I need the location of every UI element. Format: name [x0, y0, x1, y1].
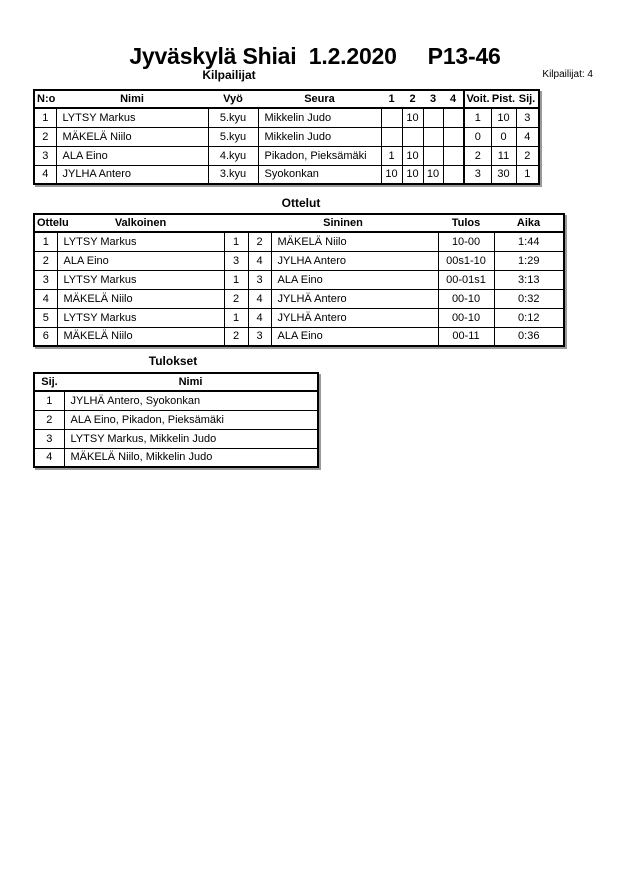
blue-competitor-number: 3 — [248, 270, 271, 289]
white-competitor-number: 2 — [224, 327, 248, 346]
white-competitor-name: LYTSY Markus — [57, 270, 224, 289]
competitor-name: LYTSY Markus — [56, 108, 208, 127]
col-header-aika: Aika — [494, 214, 564, 232]
competitor-belt: 5.kyu — [208, 127, 258, 146]
match-result: 00-10 — [438, 308, 494, 327]
competitor-number: 3 — [34, 146, 56, 165]
blue-competitor-name: JYLHÄ Antero — [271, 308, 438, 327]
col-header-tulos: Tulos — [438, 214, 494, 232]
white-competitor-number: 1 — [224, 232, 248, 251]
competitor-name: MÄKELÄ Niilo — [56, 127, 208, 146]
competitor-club: Mikkelin Judo — [258, 108, 381, 127]
competitor-belt: 5.kyu — [208, 108, 258, 127]
page-title: Jyväskylä Shiai 1.2.2020 P13-46 — [129, 43, 501, 69]
result-placement: 4 — [34, 448, 64, 467]
col-header-pist: Pist. — [491, 90, 516, 108]
ottelut-table — [33, 213, 565, 347]
result-placement: 1 — [34, 391, 64, 410]
match-row — [34, 327, 564, 346]
col-header-round-4: 4 — [443, 90, 464, 108]
result-name: ALA Eino, Pikadon, Pieksämäki — [64, 410, 318, 429]
round-score: 10 — [402, 165, 423, 184]
blue-competitor-number: 3 — [248, 327, 271, 346]
match-row — [34, 251, 564, 270]
white-competitor-number: 1 — [224, 270, 248, 289]
result-placement: 3 — [34, 429, 64, 448]
round-score — [443, 146, 464, 165]
placement-value: 4 — [516, 127, 539, 146]
round-score — [423, 108, 443, 127]
match-row — [34, 289, 564, 308]
blue-competitor-name: MÄKELÄ Niilo — [271, 232, 438, 251]
competitor-club: Pikadon, Pieksämäki — [258, 146, 381, 165]
competitor-club: Mikkelin Judo — [258, 127, 381, 146]
competitor-name: JYLHA Antero — [56, 165, 208, 184]
col-header-vyo: Vyö — [208, 90, 258, 108]
match-result: 00-01s1 — [438, 270, 494, 289]
blue-competitor-name: ALA Eino — [271, 270, 438, 289]
kilpailijat-header-row — [34, 90, 539, 108]
col-header-nimi: Nimi — [64, 373, 318, 391]
match-time: 1:29 — [494, 251, 564, 270]
competitors-count-label: Kilpailijat: 4 — [542, 69, 593, 80]
match-time: 1:44 — [494, 232, 564, 251]
result-name: LYTSY Markus, Mikkelin Judo — [64, 429, 318, 448]
match-result: 00-11 — [438, 327, 494, 346]
round-score: 10 — [402, 146, 423, 165]
points-value: 11 — [491, 146, 516, 165]
competitor-name: ALA Eino — [56, 146, 208, 165]
match-row — [34, 270, 564, 289]
col-header-round-1: 1 — [381, 90, 402, 108]
competitor-belt: 3.kyu — [208, 165, 258, 184]
tulokset-section-label: Tulokset — [148, 354, 198, 368]
match-time: 0:12 — [494, 308, 564, 327]
round-score — [443, 127, 464, 146]
placement-value: 1 — [516, 165, 539, 184]
col-header-round-2: 2 — [402, 90, 423, 108]
placement-value: 2 — [516, 146, 539, 165]
result-row — [34, 448, 318, 467]
match-row — [34, 232, 564, 251]
blue-competitor-name: ALA Eino — [271, 327, 438, 346]
wins-value: 1 — [464, 108, 491, 127]
col-header-seura: Seura — [258, 90, 381, 108]
round-score — [443, 165, 464, 184]
match-time: 0:32 — [494, 289, 564, 308]
col-header-round-3: 3 — [423, 90, 443, 108]
col-header-sininen: Sininen — [248, 214, 438, 232]
col-header-nimi: Nimi — [56, 90, 208, 108]
points-value: 0 — [491, 127, 516, 146]
white-competitor-name: LYTSY Markus — [57, 308, 224, 327]
match-row — [34, 308, 564, 327]
wins-value: 0 — [464, 127, 491, 146]
kilpailijat-table — [33, 89, 540, 185]
competitor-number: 4 — [34, 165, 56, 184]
competitor-belt: 4.kyu — [208, 146, 258, 165]
competitor-row — [34, 108, 539, 127]
col-header-ottelu: Ottelu — [34, 214, 57, 232]
wins-value: 2 — [464, 146, 491, 165]
round-score: 1 — [381, 146, 402, 165]
match-number: 4 — [34, 289, 57, 308]
col-header-no: N:o — [34, 90, 56, 108]
ottelut-header-row — [34, 214, 564, 232]
competitor-row — [34, 146, 539, 165]
points-value: 10 — [491, 108, 516, 127]
ottelut-section-label: Ottelut — [281, 196, 321, 210]
blue-competitor-number: 4 — [248, 251, 271, 270]
match-result: 10-00 — [438, 232, 494, 251]
white-competitor-name: ALA Eino — [57, 251, 224, 270]
competitor-number: 2 — [34, 127, 56, 146]
match-number: 6 — [34, 327, 57, 346]
result-row — [34, 410, 318, 429]
competitor-row — [34, 127, 539, 146]
points-value: 30 — [491, 165, 516, 184]
result-row — [34, 429, 318, 448]
competitor-row — [34, 165, 539, 184]
col-header-sij: Sij. — [516, 90, 539, 108]
col-header-valkoinen: Valkoinen — [57, 214, 224, 232]
competitor-number: 1 — [34, 108, 56, 127]
match-number: 3 — [34, 270, 57, 289]
result-name: JYLHÄ Antero, Syokonkan — [64, 391, 318, 410]
blue-competitor-number: 2 — [248, 232, 271, 251]
match-number: 5 — [34, 308, 57, 327]
white-competitor-number: 1 — [224, 308, 248, 327]
match-result: 00-10 — [438, 289, 494, 308]
match-time: 3:13 — [494, 270, 564, 289]
blue-competitor-name: JYLHA Antero — [271, 251, 438, 270]
white-competitor-number: 3 — [224, 251, 248, 270]
white-competitor-name: LYTSY Markus — [57, 232, 224, 251]
blue-competitor-number: 4 — [248, 308, 271, 327]
white-competitor-name: MÄKELÄ Niilo — [57, 327, 224, 346]
match-time: 0:36 — [494, 327, 564, 346]
result-row — [34, 391, 318, 410]
col-header-voit: Voit. — [464, 90, 491, 108]
placement-value: 3 — [516, 108, 539, 127]
col-header-white-number — [224, 214, 248, 232]
col-header-sij: Sij. — [34, 373, 64, 391]
result-name: MÄKELÄ Niilo, Mikkelin Judo — [64, 448, 318, 467]
round-score: 10 — [381, 165, 402, 184]
tulokset-table — [33, 372, 319, 468]
blue-competitor-name: JYLHÄ Antero — [271, 289, 438, 308]
round-score: 10 — [423, 165, 443, 184]
match-number: 2 — [34, 251, 57, 270]
tulokset-header-row — [34, 373, 318, 391]
round-score — [443, 108, 464, 127]
round-score: 10 — [402, 108, 423, 127]
kilpailijat-section-label: Kilpailijat — [202, 68, 256, 82]
round-score — [402, 127, 423, 146]
wins-value: 3 — [464, 165, 491, 184]
match-number: 1 — [34, 232, 57, 251]
result-placement: 2 — [34, 410, 64, 429]
round-score — [423, 146, 443, 165]
round-score — [381, 108, 402, 127]
white-competitor-name: MÄKELÄ Niilo — [57, 289, 224, 308]
round-score — [381, 127, 402, 146]
match-result: 00s1-10 — [438, 251, 494, 270]
competitor-club: Syokonkan — [258, 165, 381, 184]
blue-competitor-number: 4 — [248, 289, 271, 308]
white-competitor-number: 2 — [224, 289, 248, 308]
round-score — [423, 127, 443, 146]
